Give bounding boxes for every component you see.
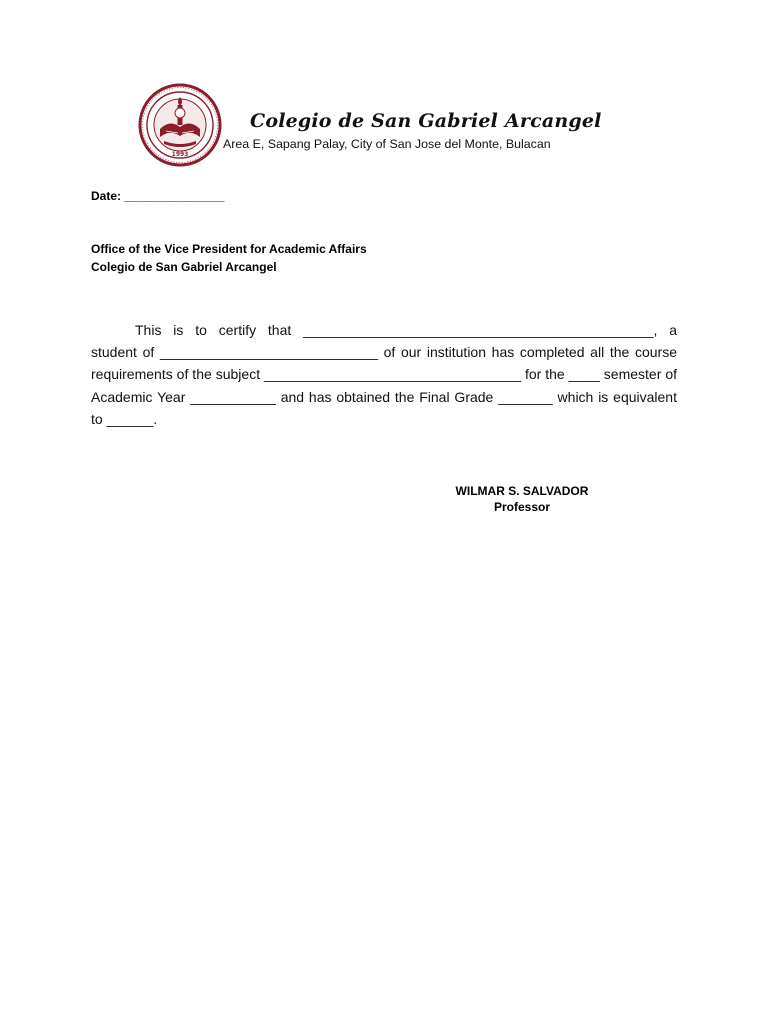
- certification-paragraph: [91, 319, 677, 430]
- date-field: Date: _______________: [91, 189, 225, 203]
- signatory-name: WILMAR S. SALVADOR: [455, 484, 589, 498]
- addressee-school: Colegio de San Gabriel Arcangel: [91, 260, 277, 274]
- addressee-office: Office of the Vice President for Academic Affairs: [91, 242, 367, 256]
- certification-text: This is to certify that _____________________________________________, a student of ____________________________ of our institution has completed all the course requirements of the subject _________________________________ for the ____ semester of Academic Year ___________ and has obtained the Final Grade _______ which is equivalent to ______.: [91, 322, 677, 427]
- school-name: Colegio de San Gabriel Arcangel: [250, 110, 602, 132]
- signatory-title: Professor: [493, 500, 551, 514]
- school-seal-icon: [138, 83, 222, 167]
- svg-text:1993: 1993: [171, 151, 189, 158]
- addressee-block: [91, 240, 367, 276]
- school-address: Area E, Sapang Palay, City of San Jose del Monte, Bulacan: [223, 137, 551, 151]
- signature-block: [430, 483, 614, 515]
